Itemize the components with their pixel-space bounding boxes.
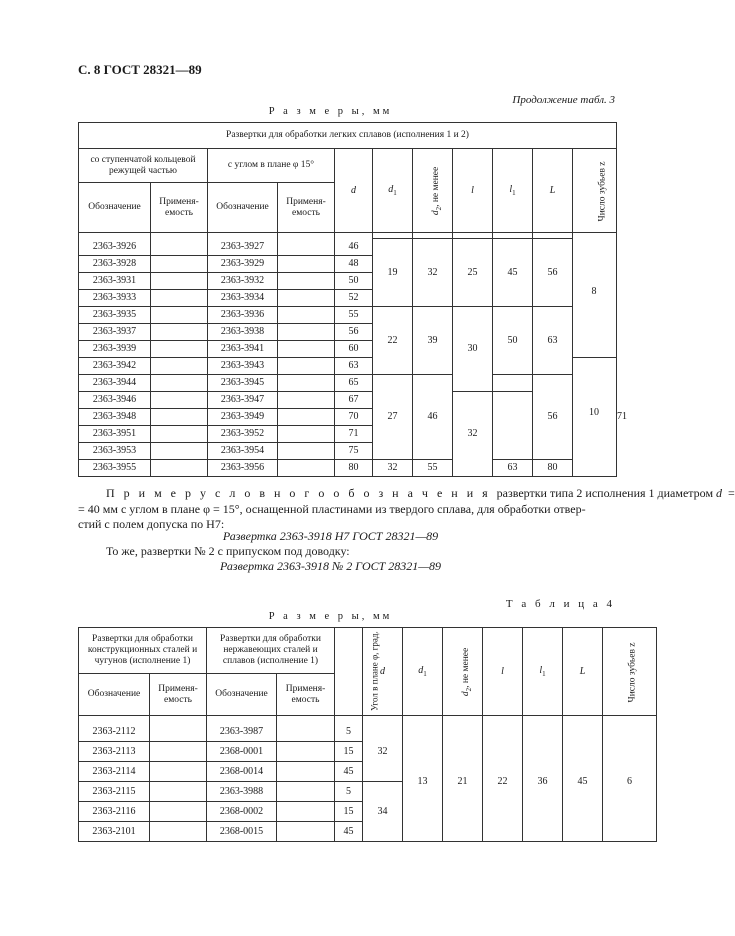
designation-cell: 2363-3955 — [79, 460, 151, 477]
header-angle: Угол в плане φ, град. — [335, 628, 363, 716]
d-cell: 56 — [335, 324, 373, 341]
header-step: со ступенчатой кольцевой режущей частью — [79, 149, 208, 183]
header-application: Применя-емость — [151, 183, 208, 233]
d-cell: 67 — [335, 392, 373, 409]
d-cell: 48 — [335, 256, 373, 273]
d2-cell: 21 — [443, 722, 483, 842]
header-d2: $d_2$, не менее — [413, 149, 453, 233]
teeth-value: 10 — [589, 407, 599, 418]
header-application: Применя-емость — [278, 183, 335, 233]
angle-cell: 15 — [335, 742, 363, 762]
continuation-note: Продолжение табл. 3 — [512, 94, 615, 106]
designation-cell: 2363-3944 — [79, 375, 151, 392]
page-header: С. 8 ГОСТ 28321—89 — [78, 62, 202, 77]
L-cell: 56 — [533, 239, 573, 307]
designation-cell: 2368-0002 — [207, 802, 277, 822]
designation-cell: 2363-3934 — [208, 290, 278, 307]
designation-cell: 2363-2101 — [79, 822, 150, 842]
sizes-label: Р а з м е р ы, мм — [268, 611, 393, 622]
example-line-1: П р и м е р у с л о в н о г о о б о з н а ч е н и я развертки типа 2 исполнения 1 диаметром d = — [106, 486, 735, 500]
teeth-cell: 6 — [603, 722, 657, 842]
designation-cell: 2363-2116 — [79, 802, 150, 822]
teeth-cell — [573, 239, 617, 358]
example-line-4: То же, развертки № 2 с припуском под доводку: — [106, 544, 350, 558]
designation-cell: 2363-2113 — [79, 742, 150, 762]
d2-cell: 32 — [413, 239, 453, 307]
header-l: l — [483, 628, 523, 716]
group-title: Развертки для обработки легких сплавов (исполнения 1 и 2) — [79, 123, 617, 149]
L-cell: 80 — [533, 460, 573, 477]
table-3 — [78, 122, 628, 477]
designation-cell: 2363-3988 — [207, 782, 277, 802]
header-teeth: Число зубьев z — [573, 149, 617, 233]
sizes-label: Р а з м е р ы, мм — [268, 106, 393, 117]
designation-cell: 2363-3946 — [79, 392, 151, 409]
designation-cell: 2363-3956 — [208, 460, 278, 477]
designation-cell: 2363-3948 — [79, 409, 151, 426]
designation-cell: 2368-0015 — [207, 822, 277, 842]
d1-cell: 22 — [373, 307, 413, 375]
d1-cell: 27 — [373, 375, 413, 460]
header-group1: Развертки для обработки конструкционных сталей и чугунов (исполнение 1) — [79, 628, 207, 674]
l1-cell: 36 — [523, 722, 563, 842]
header-designation: Обозначение — [207, 674, 277, 716]
designation-example-1: Развертка 2363-3918 Н7 ГОСТ 28321—89 — [222, 529, 439, 543]
header-d1: $d_1$ — [373, 149, 413, 233]
l-cell: 32 — [453, 392, 493, 477]
designation-cell: 2363-3938 — [208, 324, 278, 341]
designation-cell: 2363-3928 — [79, 256, 151, 273]
designation-cell: 2363-3927 — [208, 239, 278, 256]
header-d: d — [363, 628, 403, 716]
header-d: d — [335, 149, 373, 233]
designation-cell: 2363-3945 — [208, 375, 278, 392]
d2-cell: 46 — [413, 375, 453, 460]
d-cell: 32 — [363, 722, 403, 782]
L-cell: 45 — [563, 722, 603, 842]
d1-cell: 19 — [373, 239, 413, 307]
example-line-2: = 40 мм с углом в плане φ = 15°, оснащенной пластинами из твердого сплава, для обработки отвер- — [78, 502, 586, 516]
l1-cell: 56 — [533, 375, 573, 460]
L-cell: 63 — [533, 307, 573, 375]
designation-cell: 2368-0001 — [207, 742, 277, 762]
designation-cell: 2363-2112 — [79, 722, 150, 742]
angle-cell: 15 — [335, 802, 363, 822]
d-cell: 80 — [335, 460, 373, 477]
designation-cell: 2363-2114 — [79, 762, 150, 782]
header-d1: $d_1$ — [403, 628, 443, 716]
designation-cell: 2363-3939 — [79, 341, 151, 358]
designation-cell: 2363-3987 — [207, 722, 277, 742]
table-row — [79, 460, 617, 477]
table-row — [79, 239, 617, 256]
designation-cell: 2363-3943 — [208, 358, 278, 375]
designation-cell: 2363-3932 — [208, 273, 278, 290]
table-row — [79, 722, 657, 742]
header-L: L — [563, 628, 603, 716]
angle-cell: 5 — [335, 722, 363, 742]
d-cell: 50 — [335, 273, 373, 290]
d1-cell: 32 — [373, 460, 413, 477]
designation-cell: 2368-0014 — [207, 762, 277, 782]
header-application: Применя-емость — [150, 674, 207, 716]
designation-cell: 2363-3949 — [208, 409, 278, 426]
designation-cell: 2363-3942 — [79, 358, 151, 375]
teeth-value: 8 — [591, 286, 597, 297]
l-cell: 25 — [453, 239, 493, 307]
example-line-3: стий с полем допуска по Н7: — [78, 517, 225, 531]
d-cell: 34 — [363, 782, 403, 842]
header-designation: Обозначение — [79, 183, 151, 233]
header-teeth: Число зубьев z — [603, 628, 657, 716]
l-cell: 30 — [453, 307, 493, 392]
header-l1: $l_1$ — [523, 628, 563, 716]
header-l1: $l_1$ — [493, 149, 533, 233]
d-cell: 70 — [335, 409, 373, 426]
d-cell: 65 — [335, 375, 373, 392]
d2-cell: 55 — [413, 460, 453, 477]
l-cell: 22 — [483, 722, 523, 842]
d-cell: 60 — [335, 341, 373, 358]
angle-cell: 45 — [335, 762, 363, 782]
header-d2: $d_2$, не менее — [443, 628, 483, 716]
designation-cell: 2363-3952 — [208, 426, 278, 443]
designation-cell: 2363-3935 — [79, 307, 151, 324]
designation-cell: 2363-3954 — [208, 443, 278, 460]
header-application: Применя-емость — [277, 674, 335, 716]
table-row — [79, 307, 617, 324]
d-cell: 63 — [335, 358, 373, 375]
d-cell: 52 — [335, 290, 373, 307]
designation-cell: 2363-3931 — [79, 273, 151, 290]
header-group2: Развертки для обработки нержавеющих сталей и сплавов (исполнение 1) — [207, 628, 335, 674]
d2-cell: 39 — [413, 307, 453, 375]
table-row: 2363-3944 2363-3945 65 27 46 56 71 — [79, 375, 617, 392]
d-cell: 55 — [335, 307, 373, 324]
designation-cell: 2363-3941 — [208, 341, 278, 358]
designation-cell: 2363-3953 — [79, 443, 151, 460]
header-angle: с углом в плане φ 15° — [208, 149, 335, 183]
table-4 — [78, 627, 657, 842]
designation-cell: 2363-3947 — [208, 392, 278, 409]
d-cell: 75 — [335, 443, 373, 460]
designation-cell: 2363-3933 — [79, 290, 151, 307]
header-designation: Обозначение — [79, 674, 150, 716]
angle-cell: 45 — [335, 822, 363, 842]
header-designation: Обозначение — [208, 183, 278, 233]
d-cell: 46 — [335, 239, 373, 256]
designation-cell: 2363-3929 — [208, 256, 278, 273]
l1-cell: 50 — [493, 307, 533, 375]
designation-cell: 2363-3951 — [79, 426, 151, 443]
angle-cell: 5 — [335, 782, 363, 802]
l-cell — [493, 375, 533, 392]
d-cell: 71 — [335, 426, 373, 443]
table-4-label: Т а б л и ц а 4 — [505, 598, 615, 610]
d1-cell: 13 — [403, 722, 443, 842]
l1-cell: 63 — [493, 460, 533, 477]
header-L: L — [533, 149, 573, 233]
designation-cell: 2363-3937 — [79, 324, 151, 341]
header-l: l — [453, 149, 493, 233]
l1-cell: 45 — [493, 239, 533, 307]
designation-example-2: Развертка 2363-3918 № 2 ГОСТ 28321—89 — [220, 559, 441, 573]
designation-cell: 2363-2115 — [79, 782, 150, 802]
designation-cell: 2363-3926 — [79, 239, 151, 256]
designation-cell: 2363-3936 — [208, 307, 278, 324]
